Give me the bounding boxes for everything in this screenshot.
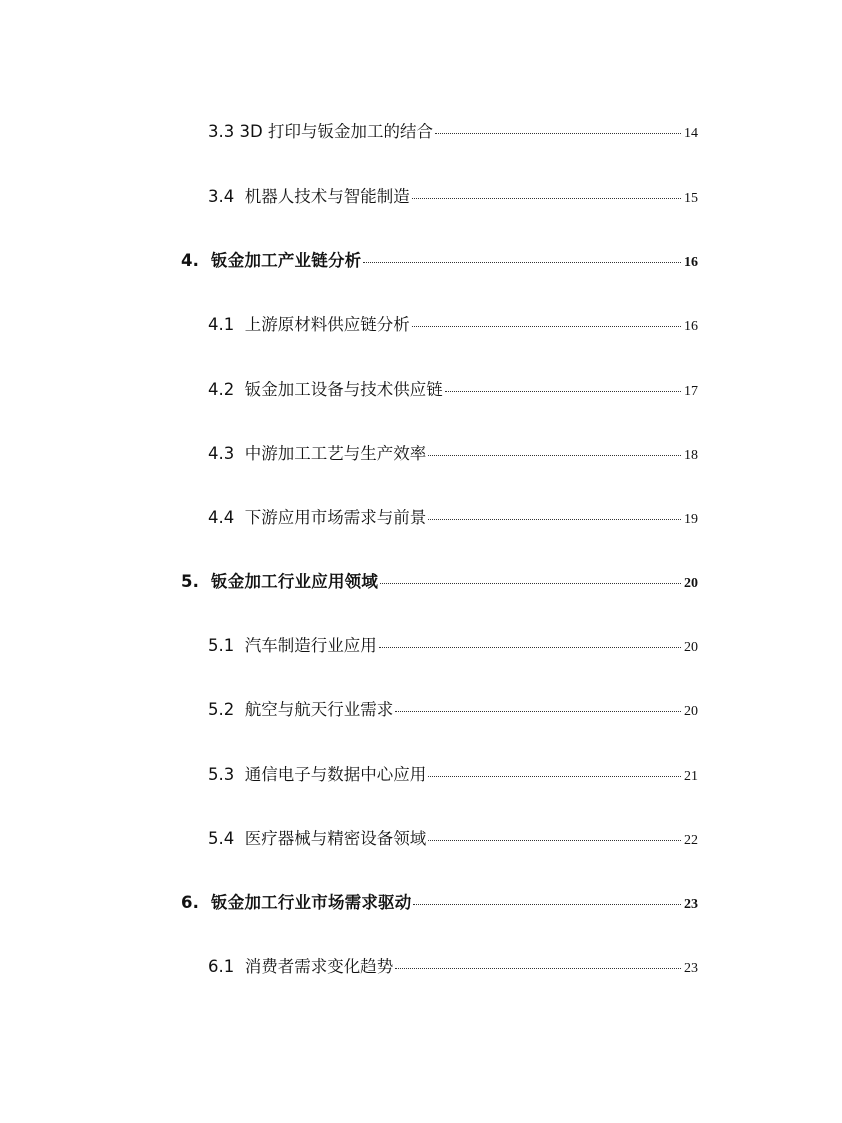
- toc-entry-5[interactable]: [181, 568, 698, 592]
- toc-entry-title: 机器人技术与智能制造: [244, 187, 410, 206]
- toc-dot-leader: [412, 326, 681, 327]
- toc-entry-4-4[interactable]: [208, 504, 698, 528]
- toc-entry-page: 20: [684, 576, 698, 591]
- toc-entry-page: 20: [684, 704, 698, 719]
- toc-entry-page: 21: [684, 769, 698, 784]
- toc-entry-title: 钣金加工行业市场需求驱动: [211, 893, 412, 912]
- toc-dot-leader: [363, 262, 681, 263]
- toc-entry-page: 19: [684, 512, 698, 527]
- toc-entry-6-1[interactable]: [208, 953, 698, 977]
- toc-entry-5-3[interactable]: [208, 761, 698, 785]
- toc-entry-5-4[interactable]: [208, 825, 698, 849]
- toc-entry-title: 汽车制造行业应用: [244, 636, 377, 655]
- toc-entry-page: 14: [684, 126, 698, 141]
- toc-entry-title: 通信电子与数据中心应用: [244, 765, 427, 784]
- toc-entry-page: 23: [684, 961, 698, 976]
- toc-entry-number: 4.3: [208, 444, 245, 463]
- toc-entry-number: 6.: [181, 893, 212, 912]
- toc-entry-3-3[interactable]: [208, 118, 698, 142]
- toc-dot-leader: [435, 133, 681, 134]
- toc-entry-number: 4.: [181, 251, 212, 270]
- toc-entry-number: 6.1: [208, 957, 245, 976]
- toc-entry-number: 4.1: [208, 315, 245, 334]
- toc-entry-number: 3.4: [208, 187, 245, 206]
- toc-dot-leader: [428, 519, 681, 520]
- toc-dot-leader: [380, 583, 681, 584]
- toc-entry-number: 4.2: [208, 380, 245, 399]
- toc-entry-title: 航空与航天行业需求: [244, 700, 394, 719]
- toc-dot-leader: [445, 391, 681, 392]
- toc-entry-number: 4.4: [208, 508, 245, 527]
- toc-dot-leader: [428, 776, 681, 777]
- toc-entry-4[interactable]: [181, 247, 698, 271]
- toc-entry-title: 医疗器械与精密设备领域: [244, 829, 427, 848]
- toc-entry-title: 钣金加工行业应用领域: [211, 572, 379, 591]
- toc-dot-leader: [379, 647, 681, 648]
- toc-dot-leader: [413, 904, 681, 905]
- toc-entry-page: 23: [684, 897, 698, 912]
- toc-entry-title: 下游应用市场需求与前景: [244, 508, 427, 527]
- toc-entry-page: 20: [684, 640, 698, 655]
- toc-dot-leader: [412, 198, 681, 199]
- toc-entry-6[interactable]: [181, 889, 698, 913]
- toc-entry-page: 17: [684, 384, 698, 399]
- toc-entry-number: 5.3: [208, 765, 245, 784]
- toc-entry-4-1[interactable]: [208, 311, 698, 335]
- toc-entry-number: 5.4: [208, 829, 245, 848]
- toc-entry-number: 5.1: [208, 636, 245, 655]
- toc-entry-number: 5.: [181, 572, 212, 591]
- toc-entry-4-2[interactable]: [208, 376, 698, 400]
- toc-dot-leader: [395, 968, 681, 969]
- toc-entry-title: 钣金加工产业链分析: [211, 251, 362, 270]
- toc-entry-title: 钣金加工设备与技术供应链: [244, 380, 443, 399]
- toc-entry-title: 3D 打印与钣金加工的结合: [239, 122, 433, 141]
- toc-dot-leader: [428, 840, 681, 841]
- toc-entry-title: 中游加工工艺与生产效率: [244, 444, 427, 463]
- toc-entry-page: 15: [684, 191, 698, 206]
- toc-entry-page: 22: [684, 833, 698, 848]
- toc-entry-number: 3.3: [208, 122, 240, 141]
- toc-dot-leader: [428, 455, 681, 456]
- toc-entry-4-3[interactable]: [208, 440, 698, 464]
- toc-entry-5-2[interactable]: [208, 696, 698, 720]
- toc-entry-title: 消费者需求变化趋势: [244, 957, 394, 976]
- toc-entry-page: 16: [684, 319, 698, 334]
- toc-dot-leader: [395, 711, 681, 712]
- toc-entry-5-1[interactable]: [208, 632, 698, 656]
- toc-entry-number: 5.2: [208, 700, 245, 719]
- toc-entry-page: 16: [684, 255, 698, 270]
- toc-entry-title: 上游原材料供应链分析: [244, 315, 410, 334]
- toc-entry-page: 18: [684, 448, 698, 463]
- toc-entry-3-4[interactable]: [208, 183, 698, 207]
